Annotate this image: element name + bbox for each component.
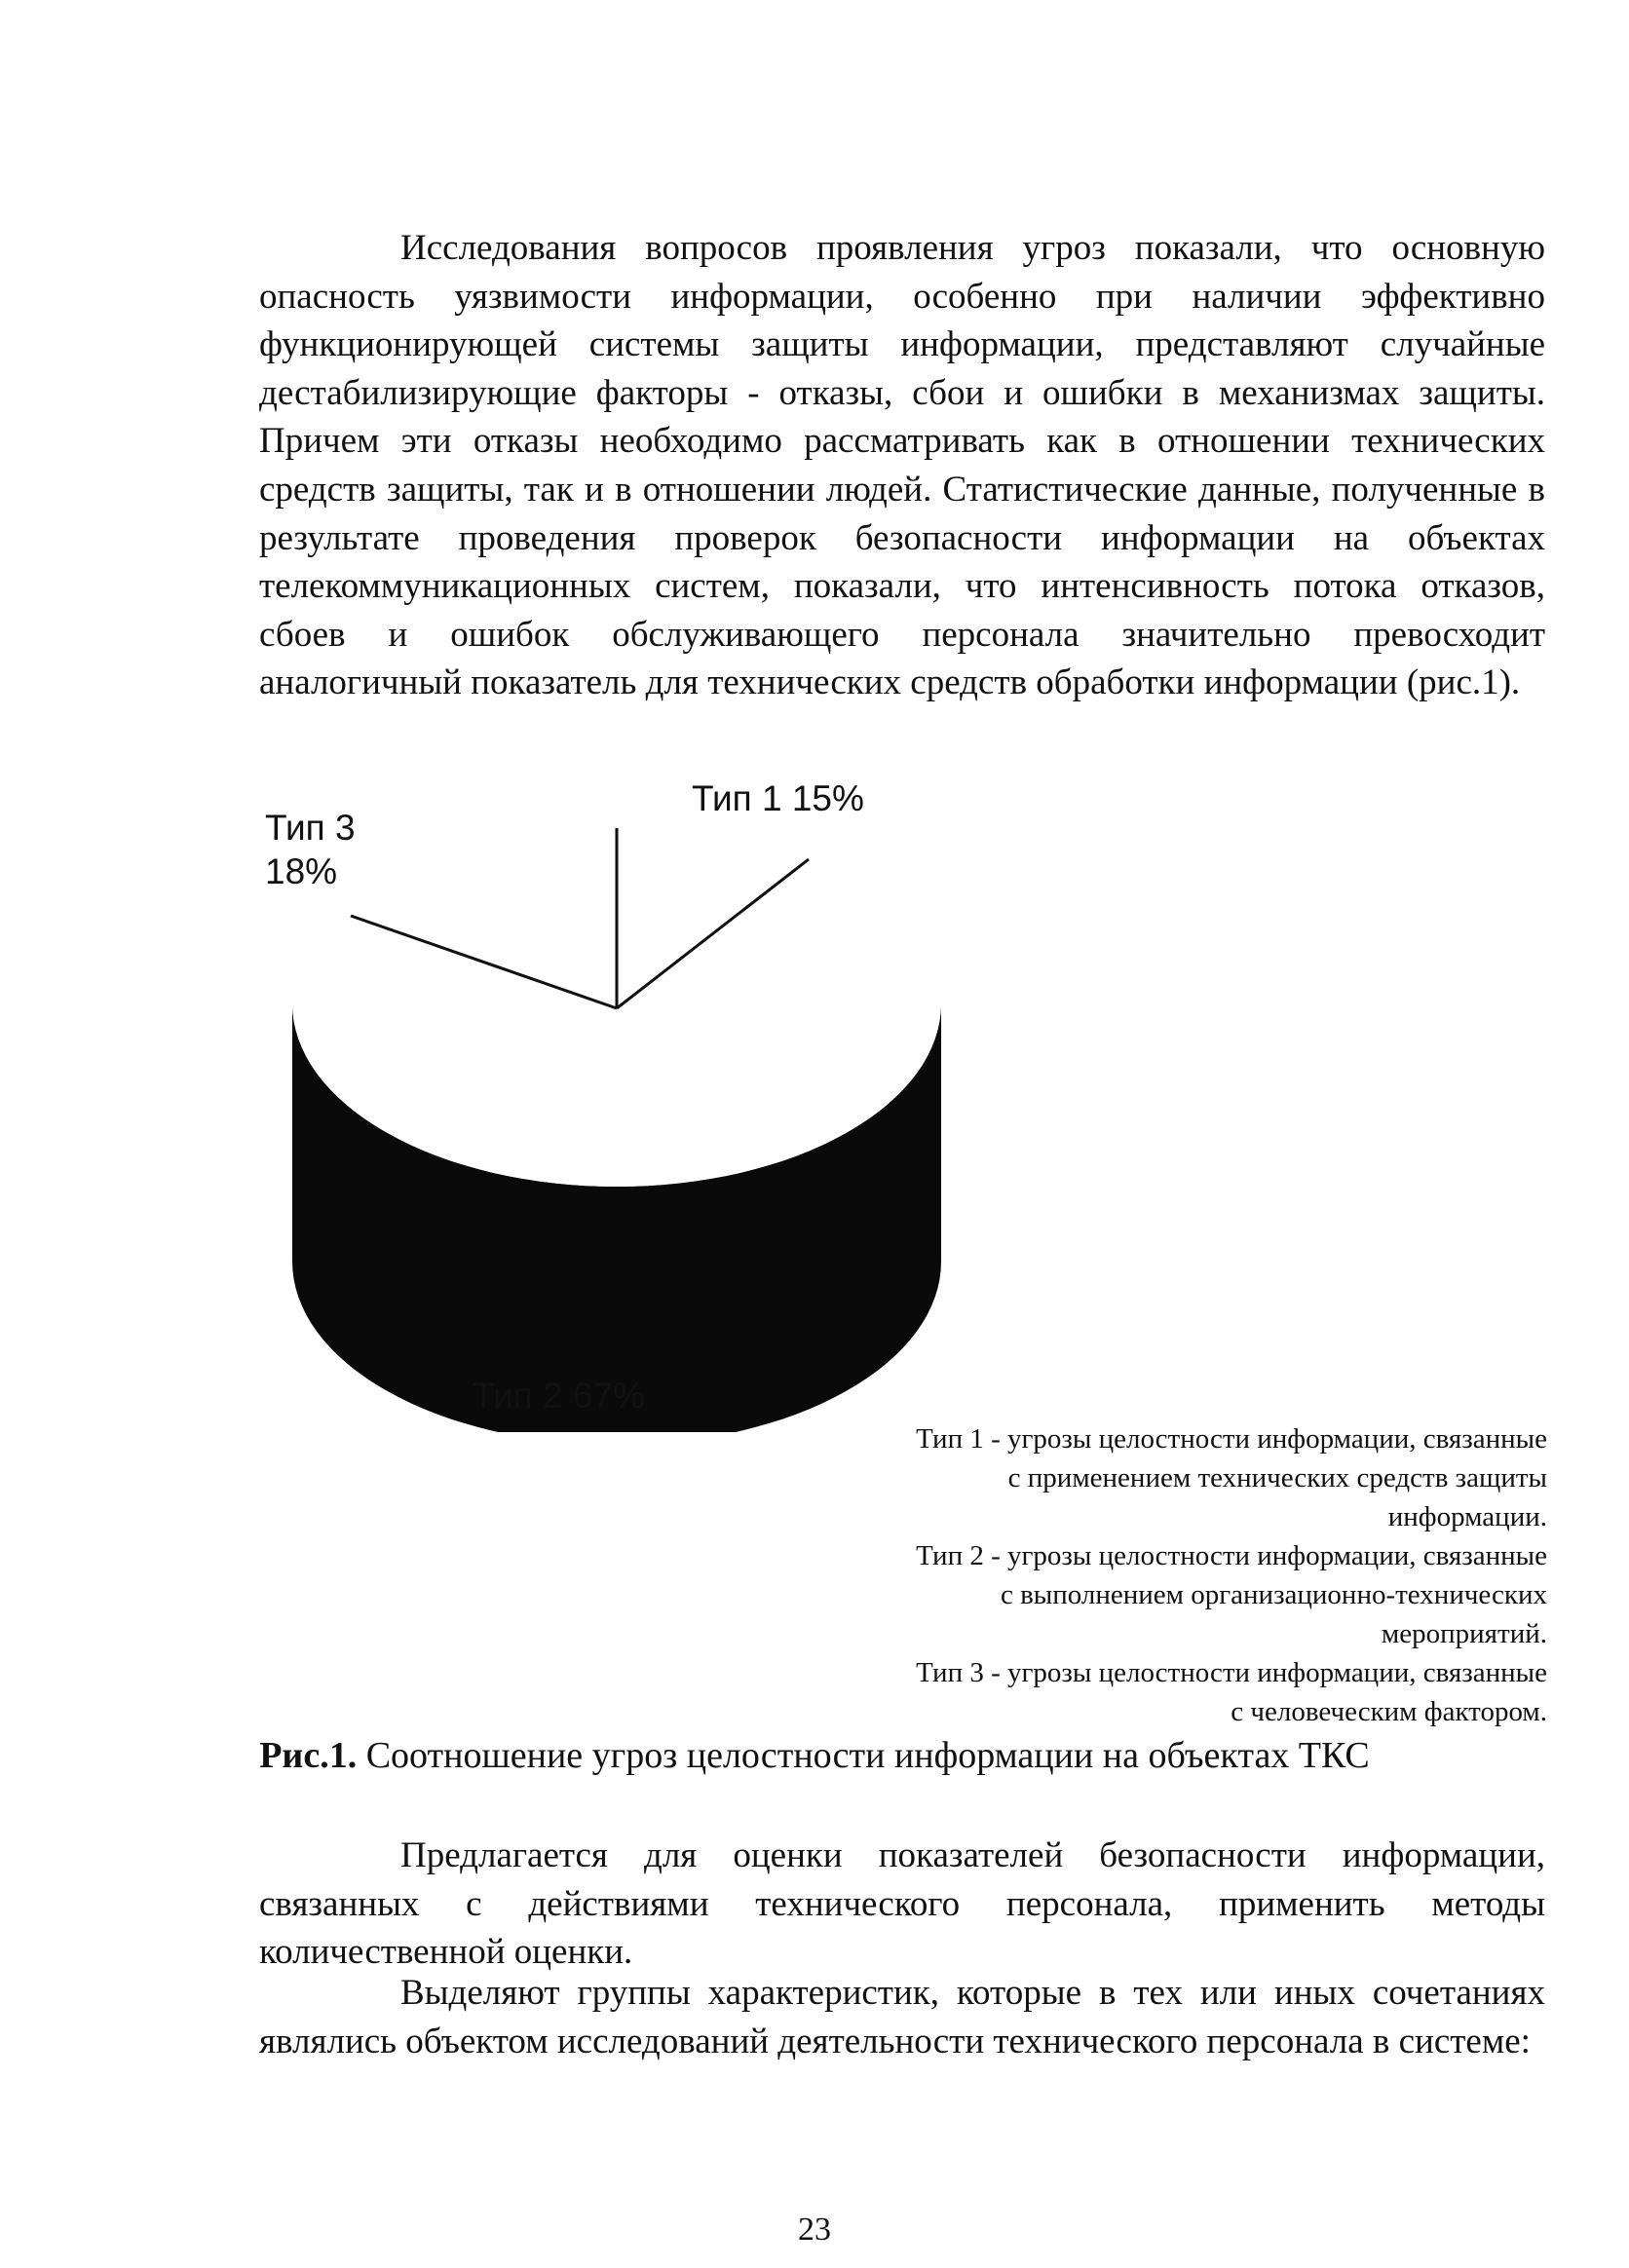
label-type2: Тип 2 67%	[473, 1376, 645, 1416]
figure-caption-label: Рис.1.	[259, 1735, 358, 1776]
figure-caption-text: Соотношение угроз целостности информации на объектах ТКС	[357, 1735, 1370, 1776]
legend-type2-line2: с выполнением организационно-технических	[1000, 1579, 1547, 1610]
figure-caption	[0, 1734, 1629, 1777]
label-type3-value: 18%	[265, 851, 338, 891]
paragraph-groups: Выделяют группы характеристик, которые в тех или иных сочетаниях являлись объектом исследований деятельности технического персонала в системе:	[259, 1973, 1545, 2061]
legend-type1-line3: информации.	[1387, 1501, 1547, 1532]
label-type3-name: Тип 3	[265, 808, 356, 848]
legend-type2-line1: Тип 2 - угрозы целостности информации, связанные	[916, 1540, 1547, 1571]
legend-type2-line3: мероприятий.	[1381, 1618, 1547, 1649]
label-type1: Тип 1 15%	[692, 778, 864, 818]
chart-legend	[787, 1419, 1547, 1731]
legend-type3-line1: Тип 3 - угрозы целостности информации, связанные	[916, 1657, 1547, 1688]
paragraph-intro: Исследования вопросов проявления угроз показали, что основную опасность уязвимости информации, особенно при наличии эффективно функционирующей системы защиты информации, представляют случайные дестабилизирующие факторы - отказы, сбои и ошибки в механизмах защиты. Причем эти отказы необходимо рассматривать как в отношении технических средств защиты, так и в отношении людей. Статистические данные, полученные в результате проведения проверок безопасности информации на объектах телекоммуникационных систем, показали, что интенсивность потока отказов, сбоев и ошибок обслуживающего персонала значительно превосходит аналогичный показатель для технических средств обработки информации (рис.1).	[259, 228, 1545, 703]
paragraph-proposal: Предлагается для оценки показателей безопасности информации, связанных с действиями технического персонала, применить методы количественной оценки.	[259, 1835, 1545, 1973]
page-number: 23	[798, 2211, 831, 2248]
legend-type1-line1: Тип 1 - угрозы целостности информации, связанные	[916, 1423, 1547, 1455]
legend-type3-line2: с человеческим фактором.	[1231, 1696, 1547, 1727]
legend-type1-line2: с применением технических средств защиты	[1007, 1462, 1547, 1493]
